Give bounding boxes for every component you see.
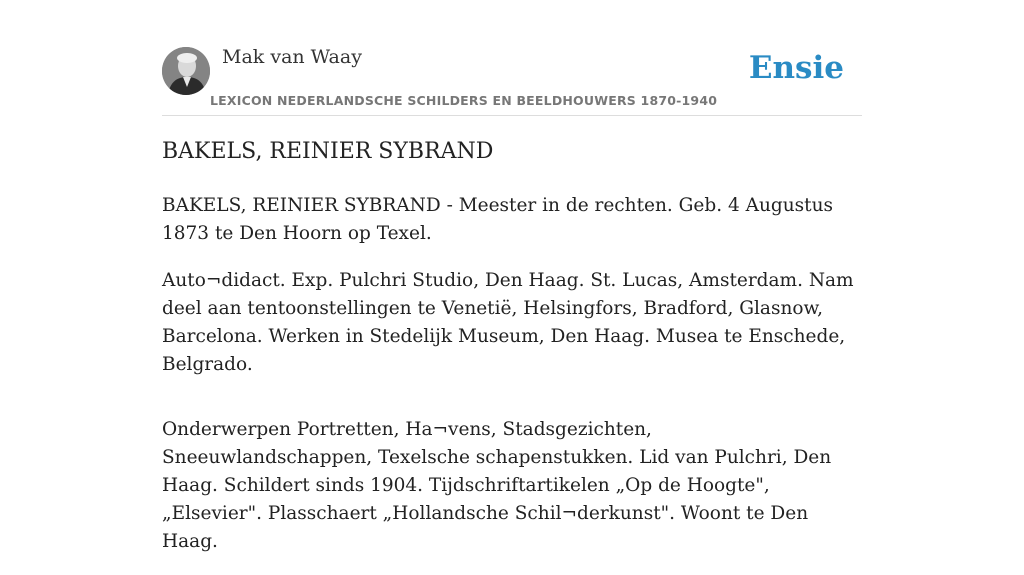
source-title[interactable]: LEXICON NEDERLANDSCHE SCHILDERS EN BEELDHOUWERS 1870-1940 [210,93,718,108]
author-name[interactable]: Mak van Waay [222,46,362,68]
author-avatar[interactable] [162,47,210,95]
ensie-logo[interactable]: Ensie [748,50,844,86]
article-paragraph: BAKELS, REINIER SYBRAND - Meester in de rechten. Geb. 4 Augustus 1873 te Den Hoorn op Texel. [162,195,833,244]
article-body [162,192,862,575]
article-paragraph: Onderwerpen Portretten, Ha¬vens, Stadsgezichten, Sneeuwlandschappen, Texelsche schapenstukken. Lid van Pulchri, Den Haag. Schildert sinds 1904. Tijdschriftartikelen „Op de Hoogte", „Elsevier". Plasschaert „Hollandsche Schil¬derkunst". Woont te Den Haag. [162,419,832,552]
page-header [162,46,862,116]
article-title: BAKELS, REINIER SYBRAND [162,139,494,164]
author-portrait-icon [162,47,210,95]
article-paragraph: Auto¬didact. Exp. Pulchri Studio, Den Haag. St. Lucas, Amsterdam. Nam deel aan tentoonstellingen te Venetië, Helsingfors, Bradford, Glasnow, Barcelona. Werken in Stedelijk Museum, Den Haag. Musea te Enschede, Belgrado. [162,270,854,375]
header-divider [162,115,862,116]
